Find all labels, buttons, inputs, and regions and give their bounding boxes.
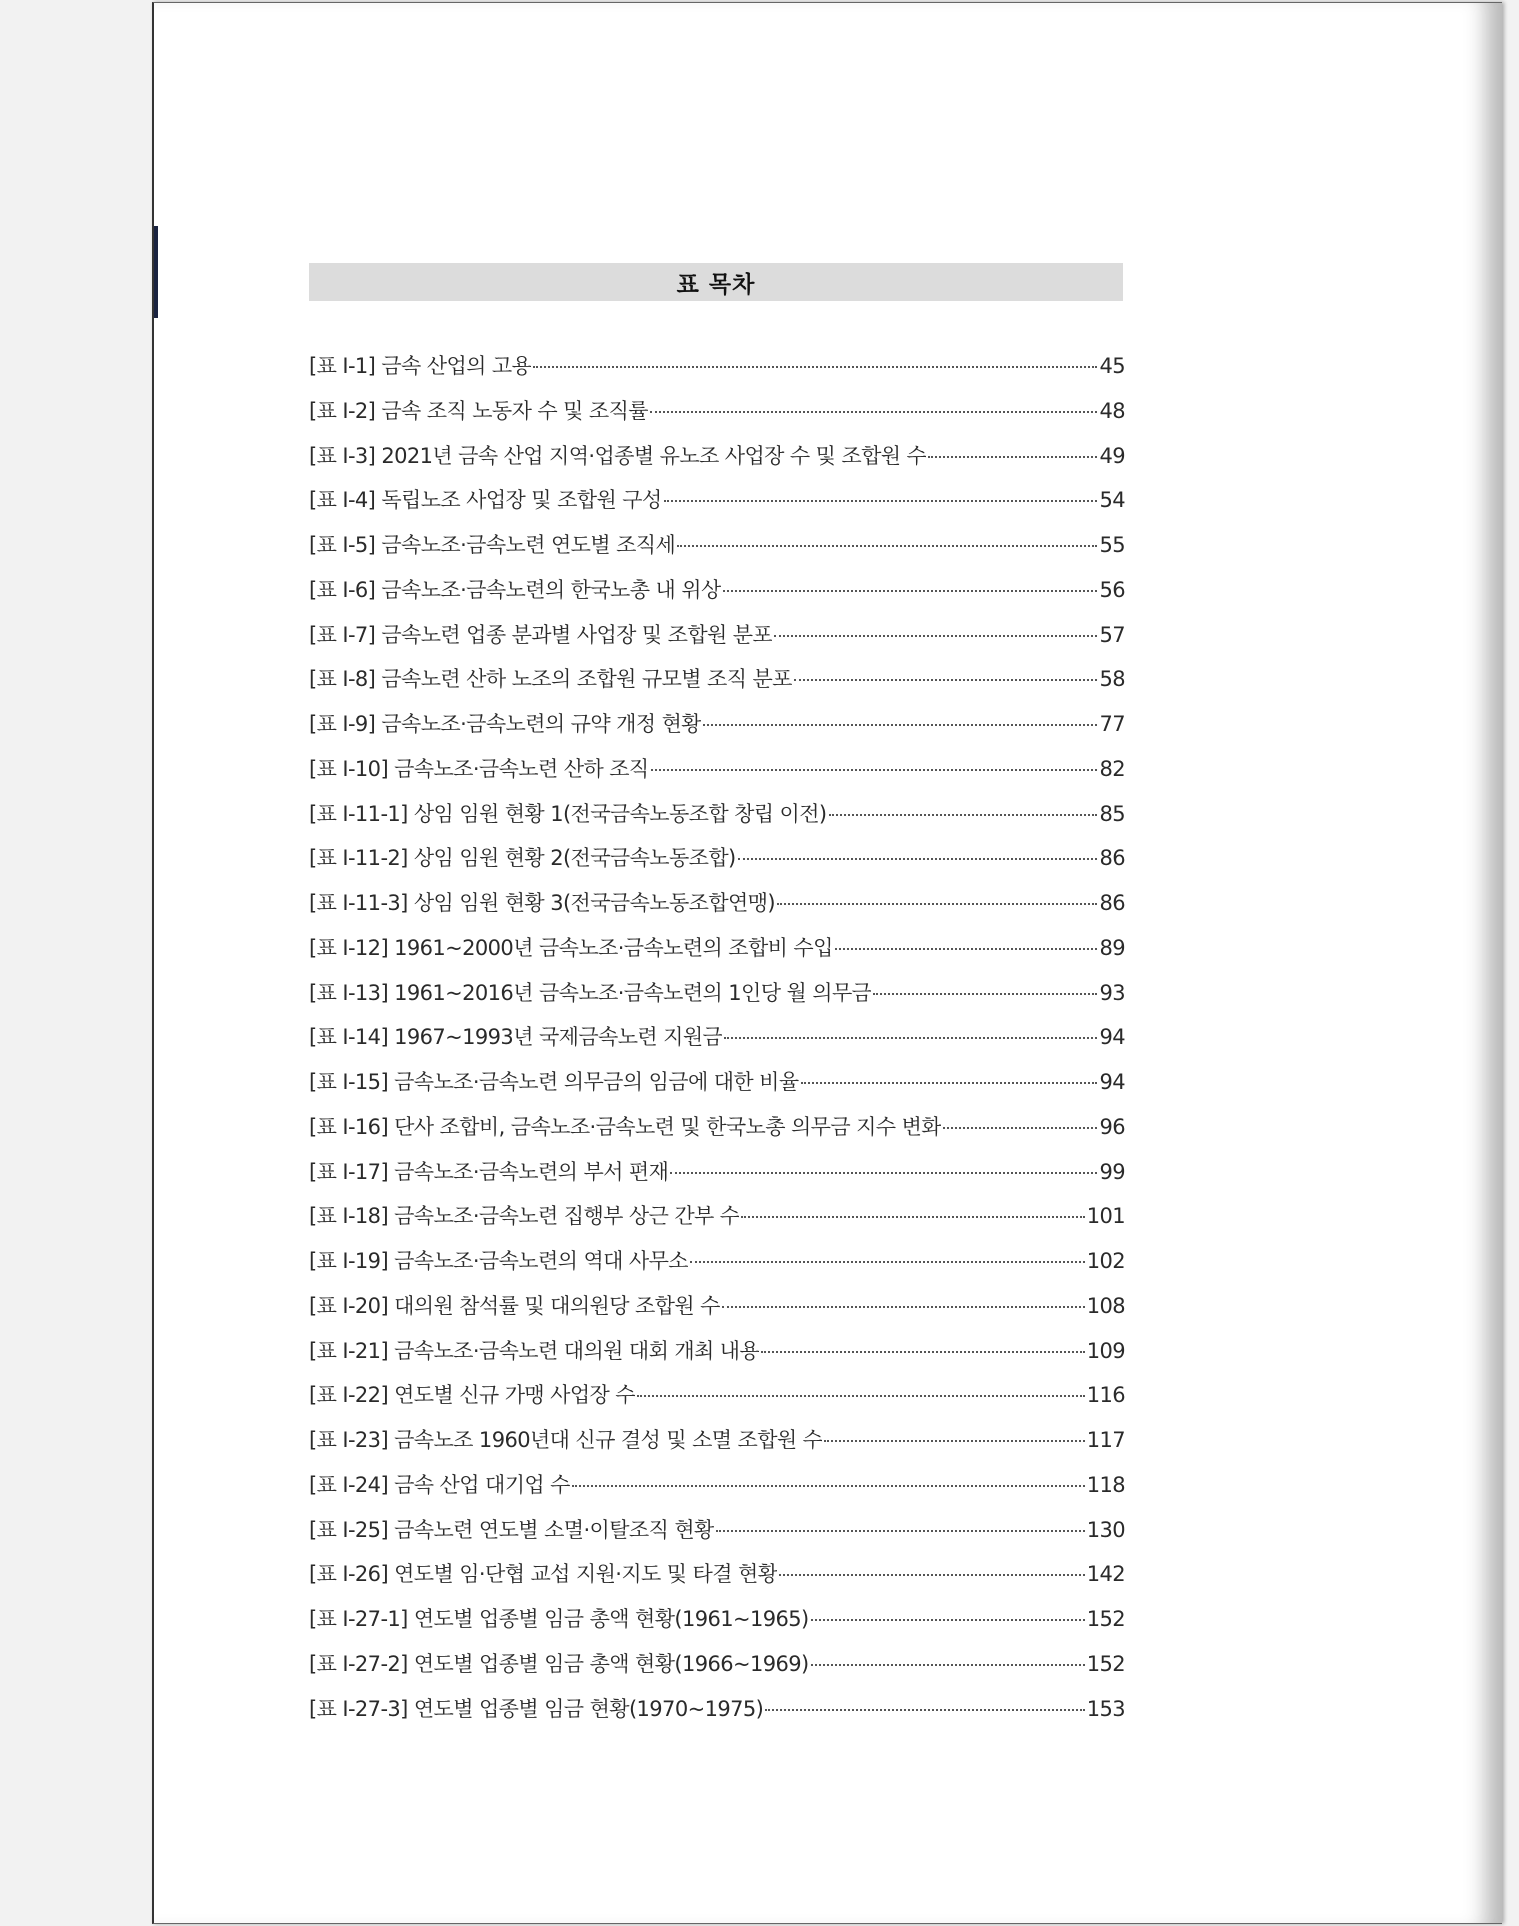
- toc-entry-label: [표 Ⅰ-12] 1961~2000년 금속노조·금속노련의 조합비 수입: [309, 935, 833, 960]
- toc-dot-leader: [928, 456, 1097, 458]
- toc-entry-label: [표 Ⅰ-8] 금속노련 산하 노조의 조합원 규모별 조직 분포: [309, 667, 792, 692]
- toc-dot-leader: [722, 1306, 1085, 1308]
- toc-dot-leader: [664, 500, 1098, 502]
- toc-entry[interactable]: [309, 1514, 1125, 1559]
- toc-entry-page-number: 130: [1086, 1517, 1125, 1542]
- toc-entry-label: [표 Ⅰ-13] 1961~2016년 금속노조·금속노련의 1인당 월 의무금: [309, 980, 872, 1005]
- toc-dot-leader: [777, 903, 1097, 905]
- toc-entry[interactable]: [309, 484, 1125, 529]
- toc-entry-page-number: 56: [1099, 577, 1125, 602]
- toc-entry-page-number: 86: [1099, 846, 1125, 871]
- toc-entry-page-number: 142: [1086, 1562, 1125, 1587]
- toc-entry[interactable]: [309, 887, 1125, 932]
- toc-entry-page-number: 57: [1099, 622, 1125, 647]
- toc-entry-label: [표 Ⅰ-9] 금속노조·금속노련의 규약 개정 현황: [309, 712, 701, 736]
- toc-entry[interactable]: [309, 395, 1125, 440]
- toc-dot-leader: [651, 769, 1098, 771]
- toc-dot-leader: [779, 1574, 1084, 1576]
- toc-dot-leader: [774, 635, 1097, 637]
- toc-entry-label: [표 Ⅰ-23] 금속노조 1960년대 신규 결성 및 소멸 조합원 수: [309, 1428, 823, 1452]
- toc-entry[interactable]: [309, 350, 1125, 395]
- toc-dot-leader: [677, 545, 1097, 547]
- toc-entry[interactable]: [309, 1156, 1125, 1201]
- toc-entry-page-number: 94: [1099, 1025, 1125, 1050]
- toc-dot-leader: [794, 679, 1098, 681]
- toc-dot-leader: [572, 1485, 1085, 1487]
- toc-entry-label: [표 Ⅰ-20] 대의원 참석률 및 대의원당 조합원 수: [309, 1293, 720, 1318]
- toc-entry-label: [표 Ⅰ-5] 금속노조·금속노련 연도별 조직세: [309, 533, 676, 557]
- toc-entry-label: [표 Ⅰ-27-1] 연도별 업종별 임금 총액 현황(1961~1965): [309, 1607, 809, 1631]
- toc-entry-page-number: 93: [1099, 980, 1125, 1005]
- toc-entry[interactable]: [309, 842, 1125, 887]
- toc-entry-page-number: 86: [1099, 891, 1125, 915]
- toc-entry-label: [표 Ⅰ-10] 금속노조·금속노련 산하 조직: [309, 756, 649, 781]
- toc-dot-leader: [761, 1351, 1085, 1353]
- toc-entry-label: [표 Ⅰ-2] 금속 조직 노동자 수 및 조직률: [309, 398, 648, 423]
- toc-entry-page-number: 48: [1099, 398, 1125, 423]
- toc-entry[interactable]: [309, 1200, 1125, 1245]
- toc-entry-label: [표 Ⅰ-11-3] 상임 임원 현황 3(전국금속노동조합연맹): [309, 891, 776, 915]
- toc-entry-label: [표 Ⅰ-27-2] 연도별 업종별 임금 총액 현황(1966~1969): [309, 1651, 809, 1676]
- binding-mark: [154, 226, 158, 318]
- toc-entry-label: [표 Ⅰ-6] 금속노조·금속노련의 한국노총 내 위상: [309, 577, 721, 602]
- toc-entry[interactable]: [309, 708, 1125, 753]
- toc-entry[interactable]: [309, 1335, 1125, 1380]
- toc-entry-label: [표 Ⅰ-7] 금속노련 업종 분과별 사업장 및 조합원 분포: [309, 622, 773, 647]
- toc-entry[interactable]: [309, 798, 1125, 843]
- toc-entry-page-number: 99: [1099, 1159, 1125, 1184]
- toc-entry-label: [표 Ⅰ-27-3] 연도별 업종별 임금 현황(1970~1975): [309, 1696, 764, 1721]
- toc-list: [309, 350, 1125, 1737]
- toc-entry[interactable]: [309, 1379, 1125, 1424]
- toc-dot-leader: [637, 1395, 1085, 1397]
- toc-entry-label: [표 Ⅰ-1] 금속 산업의 고용: [309, 354, 532, 378]
- toc-entry[interactable]: [309, 1558, 1125, 1603]
- toc-dot-leader: [741, 1216, 1084, 1218]
- toc-entry-label: [표 Ⅰ-17] 금속노조·금속노련의 부서 편재: [309, 1159, 669, 1184]
- toc-entry-label: [표 Ⅰ-11-1] 상임 임원 현황 1(전국금속노동조합 창립 이전): [309, 801, 827, 826]
- toc-dot-leader: [703, 724, 1098, 726]
- toc-entry-page-number: 58: [1099, 667, 1125, 692]
- toc-entry-page-number: 54: [1099, 488, 1125, 513]
- toc-entry-label: [표 Ⅰ-24] 금속 산업 대기업 수: [309, 1472, 570, 1497]
- toc-entry-page-number: 55: [1099, 533, 1125, 557]
- toc-dot-leader: [723, 590, 1098, 592]
- toc-entry-page-number: 49: [1099, 443, 1125, 468]
- toc-entry-label: [표 Ⅰ-16] 단사 조합비, 금속노조·금속노련 및 한국노총 의무금 지수 변화: [309, 1114, 941, 1139]
- toc-entry-label: [표 Ⅰ-18] 금속노조·금속노련 집행부 상근 간부 수: [309, 1204, 740, 1229]
- toc-entry-page-number: 153: [1086, 1696, 1125, 1721]
- toc-entry-label: [표 Ⅰ-25] 금속노련 연도별 소멸·이탈조직 현황: [309, 1517, 714, 1542]
- toc-entry[interactable]: [309, 1648, 1125, 1693]
- toc-entry[interactable]: [309, 932, 1125, 977]
- toc-entry-page-number: 102: [1086, 1249, 1125, 1273]
- toc-entry-label: [표 Ⅰ-11-2] 상임 임원 현황 2(전국금속노동조합): [309, 846, 736, 871]
- toc-dot-leader: [690, 1261, 1085, 1263]
- toc-entry-label: [표 Ⅰ-21] 금속노조·금속노련 대의원 대회 개최 내용: [309, 1338, 760, 1363]
- toc-dot-leader: [724, 1037, 1097, 1039]
- toc-dot-leader: [738, 858, 1098, 860]
- toc-entry[interactable]: [309, 1290, 1125, 1335]
- toc-dot-leader: [873, 993, 1097, 995]
- toc-entry-page-number: 77: [1099, 712, 1125, 736]
- toc-entry-page-number: 118: [1086, 1472, 1125, 1497]
- toc-entry[interactable]: [309, 574, 1125, 619]
- toc-entry-page-number: 117: [1086, 1428, 1125, 1452]
- toc-entry[interactable]: [309, 1245, 1125, 1290]
- toc-dot-leader: [824, 1440, 1084, 1442]
- toc-entry-page-number: 152: [1086, 1651, 1125, 1676]
- toc-entry[interactable]: [309, 977, 1125, 1022]
- toc-entry[interactable]: [309, 529, 1125, 574]
- toc-entry-page-number: 109: [1086, 1338, 1125, 1363]
- toc-entry-label: [표 Ⅰ-15] 금속노조·금속노련 의무금의 임금에 대한 비율: [309, 1070, 799, 1094]
- toc-entry-label: [표 Ⅰ-14] 1967~1993년 국제금속노련 지원금: [309, 1025, 723, 1050]
- toc-dot-leader: [716, 1530, 1085, 1532]
- toc-entry[interactable]: [309, 1066, 1125, 1111]
- toc-entry[interactable]: [309, 1424, 1125, 1469]
- toc-entry-page-number: 101: [1086, 1204, 1125, 1229]
- toc-entry-page-number: 89: [1099, 935, 1125, 960]
- toc-entry-page-number: 96: [1099, 1114, 1125, 1139]
- toc-dot-leader: [670, 1172, 1097, 1174]
- toc-entry-page-number: 116: [1086, 1383, 1125, 1408]
- toc-title: 표 목차: [676, 271, 756, 298]
- toc-entry-label: [표 Ⅰ-22] 연도별 신규 가맹 사업장 수: [309, 1383, 635, 1408]
- toc-entry-label: [표 Ⅰ-4] 독립노조 사업장 및 조합원 구성: [309, 488, 662, 513]
- toc-entry-page-number: 108: [1086, 1293, 1125, 1318]
- toc-entry[interactable]: [309, 663, 1125, 708]
- toc-title-bar: [309, 263, 1123, 301]
- toc-entry[interactable]: [309, 1693, 1125, 1738]
- toc-dot-leader: [650, 411, 1098, 413]
- toc-entry[interactable]: [309, 1021, 1125, 1066]
- toc-entry[interactable]: [309, 619, 1125, 664]
- toc-dot-leader: [829, 814, 1098, 816]
- toc-entry-page-number: 152: [1086, 1607, 1125, 1631]
- toc-entry-page-number: 82: [1099, 756, 1125, 781]
- toc-entry[interactable]: [309, 1469, 1125, 1514]
- toc-dot-leader: [533, 366, 1097, 368]
- toc-dot-leader: [811, 1664, 1085, 1666]
- toc-entry[interactable]: [309, 1111, 1125, 1156]
- toc-dot-leader: [765, 1709, 1084, 1711]
- toc-entry-label: [표 Ⅰ-26] 연도별 임·단협 교섭 지원·지도 및 타결 현황: [309, 1562, 778, 1587]
- toc-entry-label: [표 Ⅰ-19] 금속노조·금속노련의 역대 사무소: [309, 1249, 688, 1273]
- toc-dot-leader: [835, 948, 1098, 950]
- toc-dot-leader: [811, 1619, 1085, 1621]
- toc-entry-label: [표 Ⅰ-3] 2021년 금속 산업 지역·업종별 유노조 사업장 수 및 조합원 수: [309, 443, 927, 468]
- toc-entry[interactable]: [309, 1603, 1125, 1648]
- toc-entry[interactable]: [309, 440, 1125, 485]
- toc-entry[interactable]: [309, 753, 1125, 798]
- toc-entry-page-number: 85: [1099, 801, 1125, 826]
- toc-dot-leader: [801, 1082, 1098, 1084]
- toc-entry-page-number: 45: [1099, 354, 1125, 378]
- toc-dot-leader: [943, 1127, 1098, 1129]
- toc-entry-page-number: 94: [1099, 1070, 1125, 1094]
